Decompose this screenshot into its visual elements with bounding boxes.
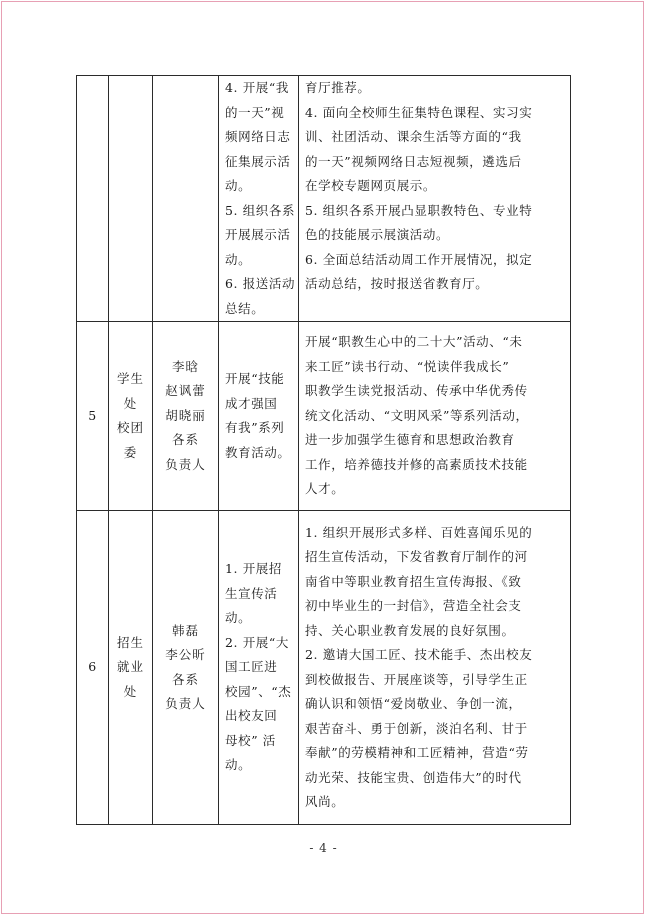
task-line: 征集展示活 — [225, 153, 291, 169]
task-line: 2. 开展“大 — [225, 634, 289, 650]
detail-line: 持、关心职业教育发展的良好氛围。 — [305, 622, 515, 638]
task-line: 的一天”视 — [225, 104, 285, 120]
task-line: 4. 开展“我 — [225, 80, 289, 95]
task-line: 开展“技能 — [225, 371, 285, 386]
person-line: 李晗 — [171, 358, 199, 374]
person-line: 李公昕 — [165, 647, 206, 662]
task-line: 频网络日志 — [225, 129, 291, 144]
person-in-charge-cell — [153, 511, 219, 825]
detail-line: 风尚。 — [305, 794, 345, 809]
task-line: 母校” 活 — [225, 732, 276, 748]
table-row-continued — [77, 76, 571, 322]
task-cell — [219, 511, 299, 825]
department-line: 就业 — [116, 659, 144, 675]
person-line: 赵讽蕾 — [165, 383, 206, 399]
task-line: 6. 报送活动 — [225, 276, 296, 291]
task-line: 动。 — [225, 178, 252, 193]
detail-line: 到校做报告、开展座谈等，引导学生正 — [305, 671, 528, 687]
table-row-5 — [77, 322, 571, 511]
detail-line: 6. 全面总结活动周工作开展情况，拟定 — [305, 251, 533, 267]
row-number-cell: 6 — [77, 511, 109, 825]
detail-line: 色的技能展示展演活动。 — [305, 227, 450, 242]
detail-line: 来工匠”读书行动、“悦读伴我成长” — [305, 358, 510, 374]
person-line: 各系 — [171, 671, 199, 687]
task-line: 出校友回 — [225, 708, 278, 724]
task-cell — [219, 76, 299, 322]
detail-cell — [299, 511, 571, 825]
detail-line: 2. 邀请大国工匠、技术能手、杰出校友 — [305, 647, 533, 662]
row-number-cell — [77, 76, 109, 322]
task-line: 教育活动。 — [225, 444, 291, 460]
row-number-cell: 5 — [77, 322, 109, 511]
department-cell — [109, 322, 153, 511]
detail-line: 招生宣传活动，下发省教育厅制作的河 — [305, 549, 528, 564]
person-line: 负责人 — [165, 696, 206, 711]
task-line: 总结。 — [225, 300, 265, 316]
detail-line: 5. 组织各系开展凸显职教特色、专业特 — [305, 202, 533, 218]
detail-line: 1. 组织开展形式多样、百姓喜闻乐见的 — [305, 524, 533, 540]
person-line: 负责人 — [165, 456, 206, 472]
detail-line: 进一步加强学生德育和思想政治教育 — [305, 432, 515, 448]
department-line: 委 — [123, 444, 138, 460]
task-line: 动。 — [225, 251, 252, 267]
detail-line: 4. 面向全校师生征集特色课程、实习实 — [305, 104, 533, 120]
task-cell — [219, 322, 299, 511]
department-line: 处 — [123, 683, 138, 699]
person-line: 韩磊 — [171, 622, 199, 638]
task-line: 校园”、“杰 — [225, 683, 292, 699]
detail-line: 育厅推荐。 — [305, 80, 371, 95]
detail-line: 职教学生读党报活动、传承中华优秀传 — [305, 383, 528, 399]
detail-cell — [299, 76, 571, 322]
person-line: 胡晓丽 — [165, 407, 206, 423]
department-line: 招生 — [116, 634, 144, 650]
detail-line: 的一天”视频网络日志短视频，遴选后 — [305, 153, 522, 169]
detail-line: 初中毕业生的一封信》，营造全社会支 — [305, 598, 522, 613]
department-cell — [109, 511, 153, 825]
person-line: 各系 — [171, 432, 199, 448]
detail-line: 动光荣、技能宝贵、创造伟大”的时代 — [305, 769, 522, 785]
table-row-6 — [77, 511, 571, 825]
department-cell — [109, 76, 153, 322]
detail-line: 活动总结，按时报送省教育厅。 — [305, 276, 489, 291]
detail-line: 确认识和领悟“爱岗敬业、争创一流， — [305, 696, 522, 711]
department-line: 学生 — [116, 371, 144, 386]
task-line: 1. 开展招 — [225, 561, 282, 577]
task-line: 国工匠进 — [225, 659, 278, 675]
task-line: 5. 组织各系 — [225, 202, 296, 218]
detail-line: 开展“职教生心中的二十大”活动、“未 — [305, 334, 523, 350]
detail-line: 统文化活动、“文明风采”等系列活动， — [305, 407, 529, 423]
detail-line: 在学校专题网页展示。 — [305, 178, 437, 193]
department-line: 处 — [123, 395, 138, 411]
detail-line: 艰苦奋斗、勇于创新，淡泊名利、甘于 — [305, 720, 528, 736]
department-line: 校团 — [116, 420, 144, 435]
task-line: 动。 — [225, 757, 252, 773]
detail-line: 奉献”的劳模精神和工匠精神，营造“劳 — [305, 745, 529, 760]
person-in-charge-cell — [153, 322, 219, 511]
task-line: 开展展示活 — [225, 227, 291, 242]
detail-line: 训、社团活动、课余生活等方面的“我 — [305, 129, 522, 144]
activity-plan-table — [76, 75, 571, 825]
detail-line: 人才。 — [305, 481, 345, 497]
page-number: - 4 - — [309, 841, 338, 855]
task-line: 动。 — [225, 610, 252, 626]
task-line: 成才强国 — [225, 395, 278, 411]
task-line: 有我”系列 — [225, 420, 285, 435]
detail-cell — [299, 322, 571, 511]
task-line: 生宣传活 — [225, 585, 278, 601]
person-in-charge-cell — [153, 76, 219, 322]
detail-line: 南省中等职业教育招生宣传海报、《致 — [305, 573, 522, 589]
detail-line: 工作，培养德技并修的高素质技术技能 — [305, 456, 528, 472]
